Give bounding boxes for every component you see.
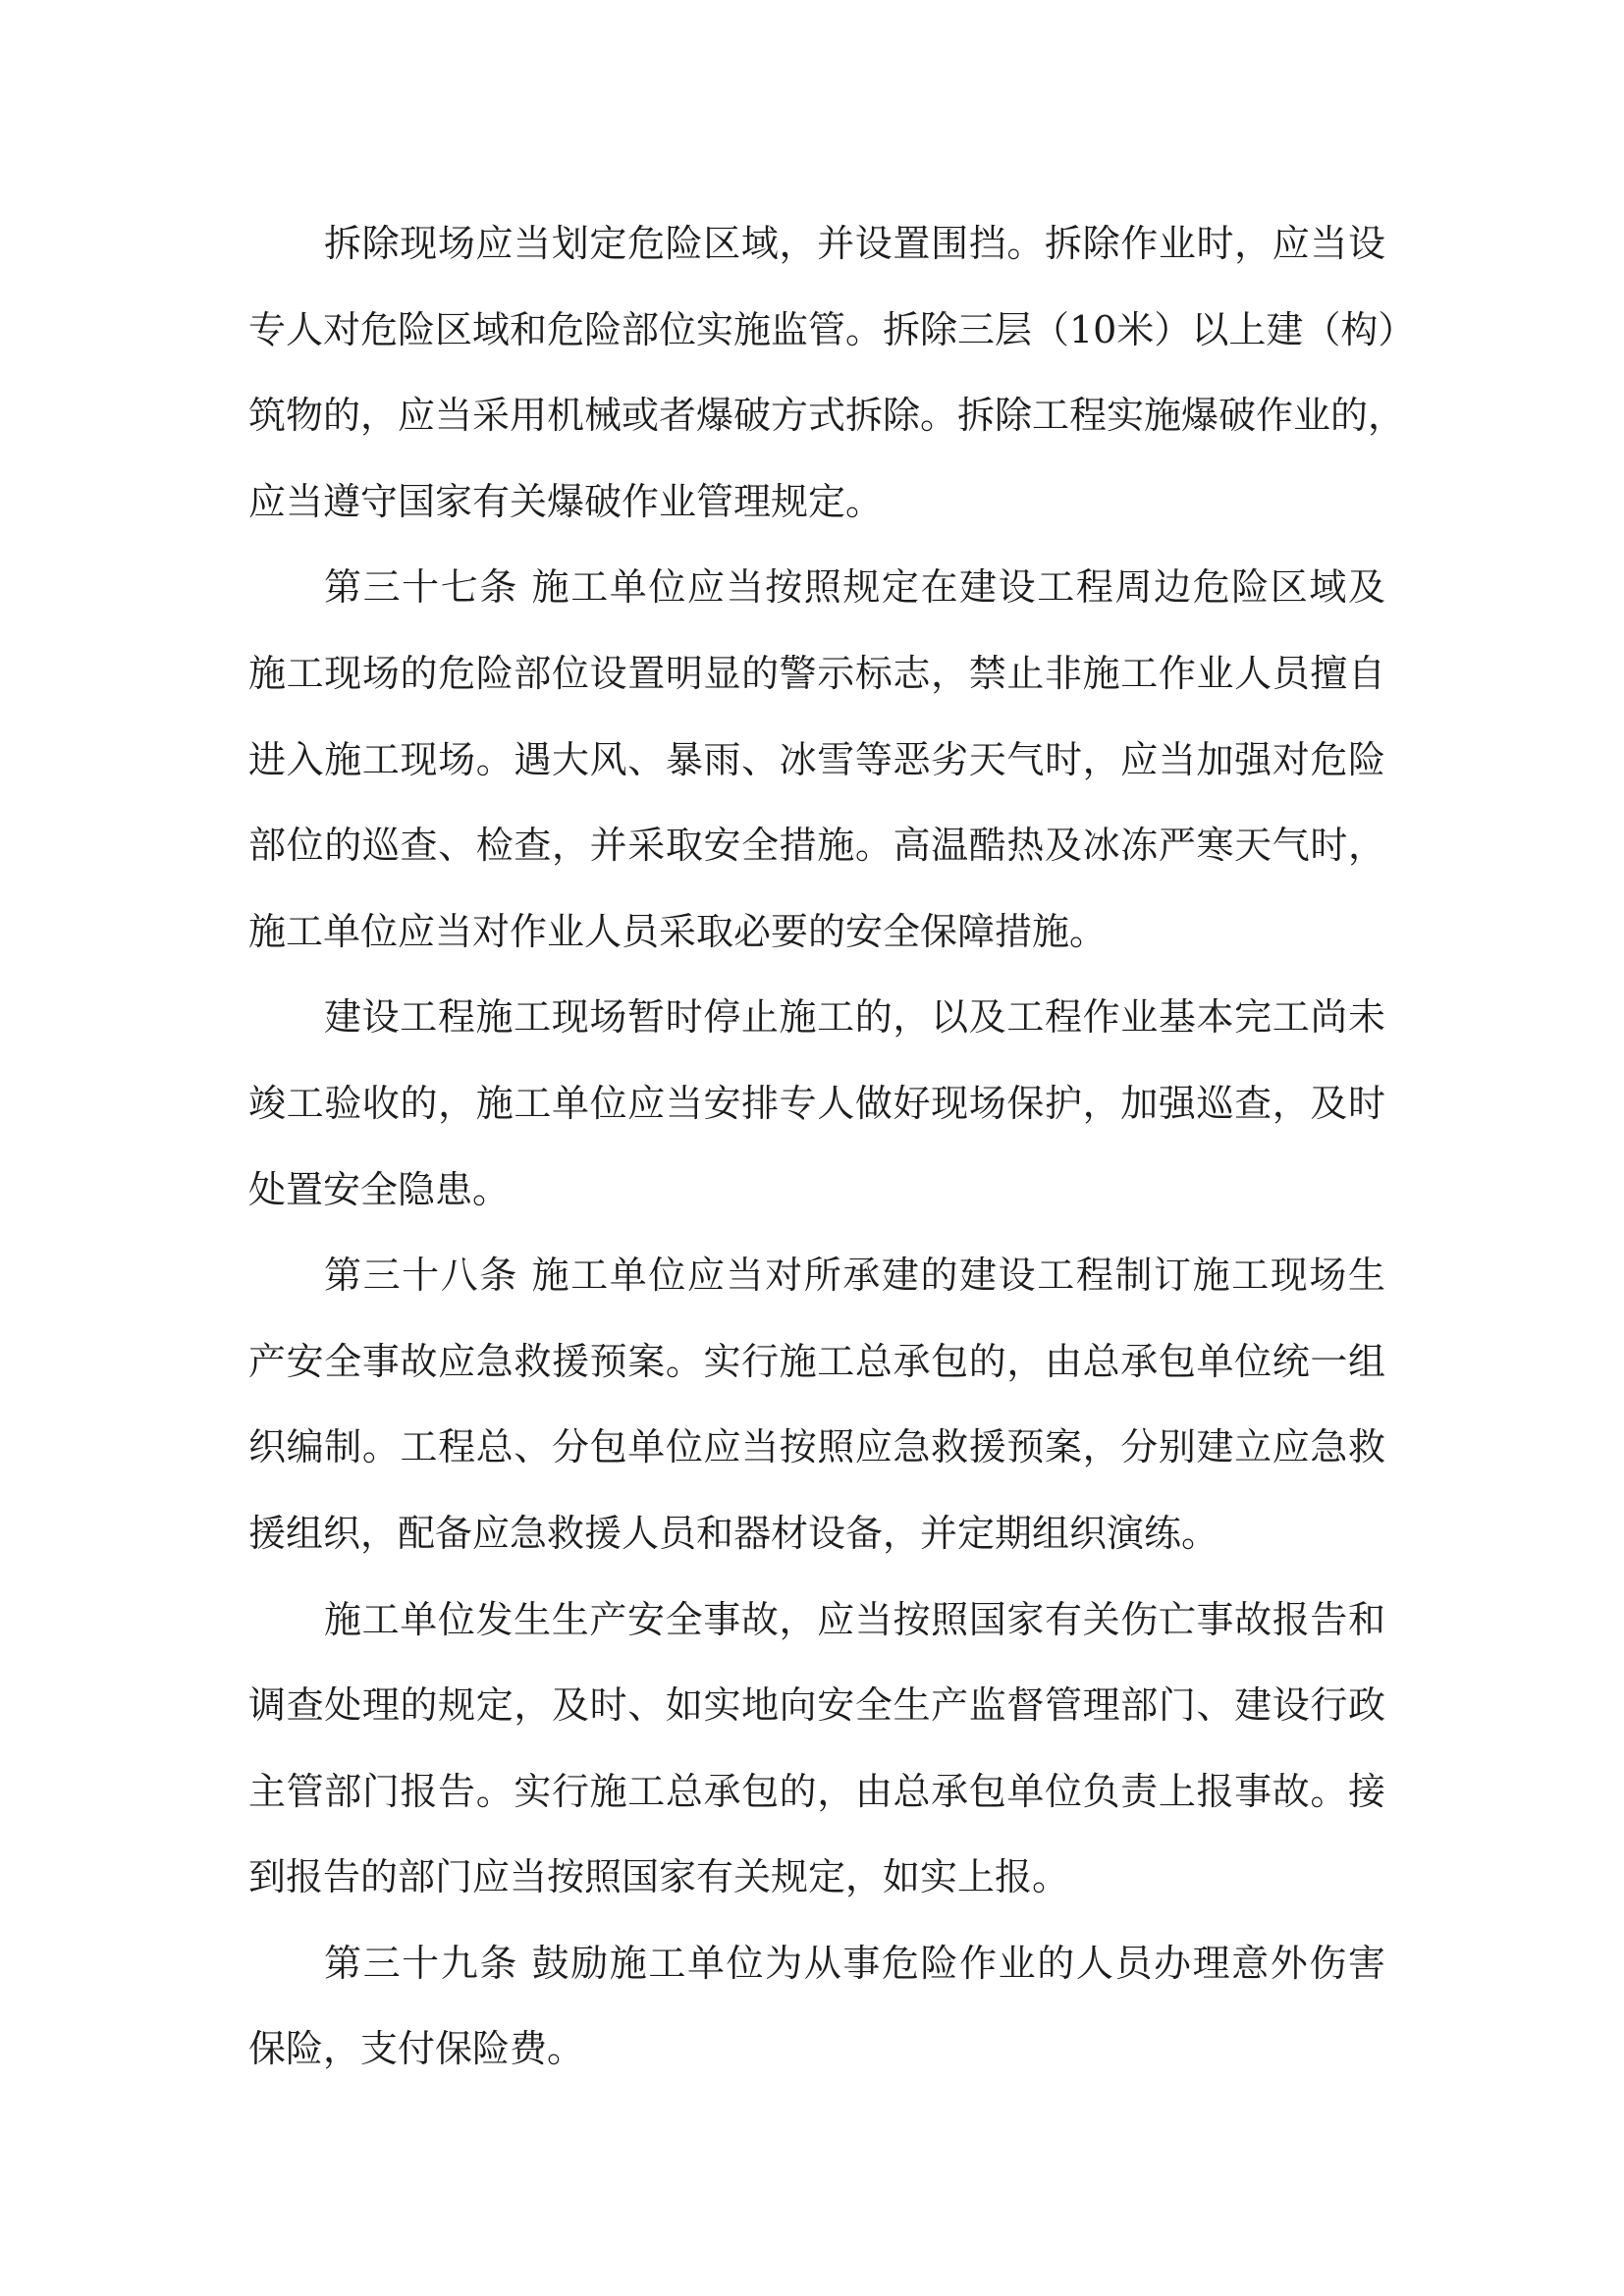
text-line: 第三十七条 施工单位应当按照规定在建设工程周边危险区域及 xyxy=(324,565,1385,610)
document-body xyxy=(248,201,1416,2093)
text-line: 援组织，配备应急救援人员和器材设备，并定期组织演练。 xyxy=(248,1511,1219,1555)
text-line: 施工单位应当对作业人员采取必要的安全保障措施。 xyxy=(248,909,1108,953)
text-line: 第三十八条 施工单位应当对所承建的建设工程制订施工现场生 xyxy=(324,1254,1385,1298)
paragraph-article-37 xyxy=(248,545,1385,975)
text-line: 处置安全隐患。 xyxy=(248,1167,511,1211)
text-line: 进入施工现场。遇大风、暴雨、冰雪等恶劣天气时，应当加强对危险 xyxy=(248,737,1385,781)
text-line: 专人对危险区域和危险部位实施监管。拆除三层（10米）以上建（构） xyxy=(248,307,1416,351)
text-line: 应当遵守国家有关爆破作业管理规定。 xyxy=(248,479,884,523)
paragraph-accident-reporting xyxy=(248,1577,1385,1921)
paragraph-demolition-site xyxy=(248,201,1416,545)
text-line: 竣工验收的，施工单位应当安排专人做好现场保护，加强巡查，及时 xyxy=(248,1081,1385,1125)
text-line: 保险，支付保险费。 xyxy=(248,2027,585,2071)
paragraph-site-suspension xyxy=(248,975,1385,1233)
text-line: 建设工程施工现场暂时停止施工的，以及工程作业基本完工尚未 xyxy=(324,995,1385,1040)
text-line: 第三十九条 鼓励施工单位为从事危险作业的人员办理意外伤害 xyxy=(324,1941,1385,1985)
text-line: 拆除现场应当划定危险区域，并设置围挡。拆除作业时，应当设 xyxy=(324,222,1385,265)
text-line: 施工单位发生生产安全事故，应当按照国家有关伤亡事故报告和 xyxy=(324,1597,1385,1641)
text-line: 产安全事故应急救援预案。实行施工总承包的，由总承包单位统一组 xyxy=(248,1339,1385,1383)
text-line: 施工现场的危险部位设置明显的警示标志，禁止非施工作业人员擅自 xyxy=(248,651,1385,695)
paragraph-article-39 xyxy=(248,1921,1385,2093)
text-line: 部位的巡查、检查，并采取安全措施。高温酷热及冰冻严寒天气时， xyxy=(248,824,1385,868)
text-line: 织编制。工程总、分包单位应当按照应急救援预案，分别建立应急救 xyxy=(248,1425,1385,1469)
text-line: 筑物的，应当采用机械或者爆破方式拆除。拆除工程实施爆破作业的， xyxy=(248,394,1406,438)
text-line: 主管部门报告。实行施工总承包的，由总承包单位负责上报事故。接 xyxy=(248,1769,1385,1813)
paragraph-article-38 xyxy=(248,1233,1385,1576)
text-line: 到报告的部门应当按照国家有关规定，如实上报。 xyxy=(248,1855,1070,1899)
text-line: 调查处理的规定，及时、如实地向安全生产监督管理部门、建设行政 xyxy=(248,1683,1385,1728)
